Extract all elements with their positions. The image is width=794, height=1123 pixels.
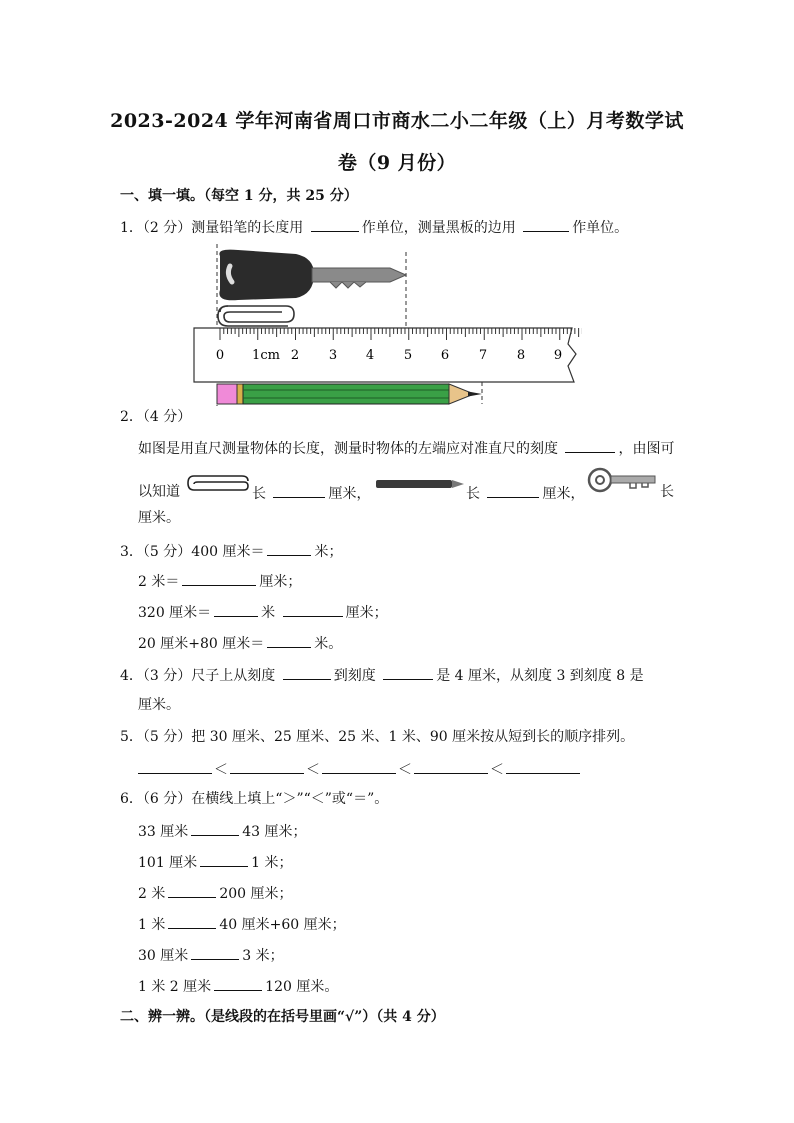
ruler-label-7: 7: [478, 348, 488, 363]
q2-blank-1[interactable]: [565, 437, 615, 453]
q3-l2b: 厘米；: [259, 574, 302, 590]
q5-blank-4[interactable]: [414, 758, 488, 774]
q5-number: 5．: [120, 729, 143, 745]
q5-blank-1[interactable]: [138, 758, 212, 774]
q6-blank-4[interactable]: [168, 913, 216, 929]
q5-text: 把 30 厘米、25 厘米、25 米、1 米、90 厘米按从短到长的顺序排列。: [191, 729, 635, 745]
q5-lt-3: ＜: [398, 762, 412, 778]
q3-l3c: 厘米；: [345, 605, 388, 621]
question-3: [120, 540, 342, 562]
paperclip-icon: [218, 306, 294, 326]
q6-row-left: 1 米: [138, 917, 166, 933]
q5-lt-1: ＜: [214, 762, 228, 778]
ruler-figure: [190, 244, 582, 410]
q6-row-right: 40 厘米+60 厘米；: [219, 917, 346, 933]
ruler-label-5: 5: [403, 348, 413, 363]
q5-blank-5[interactable]: [506, 758, 580, 774]
q6-row-left: 30 厘米: [138, 948, 189, 964]
q3-l4b: 米。: [314, 636, 343, 652]
q2-blank-2[interactable]: [273, 482, 325, 498]
q4-number: 4．: [120, 668, 143, 684]
ruler-label-3: 3: [328, 348, 338, 363]
q6-row-left: 33 厘米: [138, 824, 189, 840]
q5-order-row: [138, 758, 580, 780]
q6-row: [138, 851, 293, 873]
q6-row: [138, 882, 293, 904]
q6-row: [138, 820, 307, 842]
q5-lt-4: ＜: [490, 762, 504, 778]
q2-line2-a: 以知道: [138, 484, 180, 500]
ruler-label-8: 8: [516, 348, 526, 363]
question-4: [120, 664, 644, 686]
ruler-label-4: 4: [365, 348, 375, 363]
q5-blank-2[interactable]: [230, 758, 304, 774]
q6-row-left: 1 米 2 厘米: [138, 979, 212, 995]
q2-line-3: 厘米。: [138, 510, 180, 526]
q3-l3a: 320 厘米＝: [138, 605, 212, 621]
q4-text-a: 尺子上从刻度: [191, 668, 276, 684]
q2-line2-e: 厘米，: [542, 486, 585, 502]
q5-blank-3[interactable]: [322, 758, 396, 774]
q3-line-3: [138, 601, 388, 623]
q1-number: 1．: [120, 220, 143, 236]
q4-score: （3 分）: [142, 668, 192, 684]
q3-line-2: [138, 570, 301, 592]
q2-line-1: [138, 437, 674, 459]
q2-line2-rest-3: [660, 482, 674, 502]
q6-row-left: 2 米: [138, 886, 166, 902]
q2-line2-c: 厘米，: [328, 486, 371, 502]
q2-line2-f: 长: [660, 484, 674, 500]
ruler-label-1: 1cm: [252, 348, 280, 363]
q1-text-c: 作单位。: [572, 220, 629, 236]
q4-blank-1[interactable]: [283, 664, 331, 680]
ruler-label-0: 0: [215, 348, 225, 363]
q1-score: （2 分）: [142, 220, 192, 236]
q2-line-2: [138, 482, 180, 502]
q4-text-b: 到刻度: [333, 668, 376, 684]
q6-row-right: 1 米；: [251, 855, 293, 871]
ruler: [194, 328, 582, 382]
q3-blank-5[interactable]: [267, 632, 311, 648]
q4-line-2: 厘米。: [138, 697, 180, 713]
q2-line1-a: 如图是用直尺测量物体的长度，测量时物体的左端应对准直尺的刻度: [138, 441, 558, 457]
small-pencil-icon: [376, 478, 466, 490]
q6-number: 6．: [120, 791, 143, 807]
q6-text: 在横线上填上“＞”“＜”或“＝”。: [191, 791, 389, 807]
q1-text-a: 测量铅笔的长度用: [191, 220, 304, 236]
question-2-header: [120, 407, 191, 427]
ruler-label-6: 6: [440, 348, 450, 363]
exam-title-line2: 卷（9 月份）: [337, 152, 457, 174]
q2-line1-b: ，由图可: [618, 441, 675, 457]
q2-line2-rest-2: [466, 482, 584, 504]
small-key-icon: [586, 462, 658, 498]
q6-row: [138, 975, 338, 997]
q6-row: [138, 944, 284, 966]
q3-l3b: 米: [261, 605, 276, 621]
q6-blank-1[interactable]: [191, 820, 239, 836]
question-5: [120, 727, 634, 747]
q4-text-c: 是 4 厘米，从刻度 3 到刻度 8 是: [436, 668, 644, 684]
q5-score: （5 分）: [142, 729, 192, 745]
q3-blank-2[interactable]: [182, 570, 256, 586]
q6-blank-5[interactable]: [191, 944, 239, 960]
section2-heading: 二、辨一辨。（是线段的在括号里画“√”）（共 4 分）: [120, 1009, 445, 1025]
exam-title-line1: 2023-2024 学年河南省周口市商水二小二年级（上）月考数学试: [110, 110, 684, 132]
q3-line-4: [138, 632, 342, 654]
q3-blank-3[interactable]: [214, 601, 258, 617]
question-6: [120, 789, 388, 809]
q6-row: [138, 913, 346, 935]
small-paperclip-icon: [186, 472, 250, 494]
q6-row-left: 101 厘米: [138, 855, 198, 871]
q6-blank-3[interactable]: [168, 882, 216, 898]
q3-l1b: 米；: [314, 544, 343, 560]
q6-row-right: 200 厘米；: [219, 886, 293, 902]
q3-l1a: 400 厘米＝: [191, 544, 265, 560]
q6-row-right: 3 米；: [242, 948, 284, 964]
q1-text-b: 作单位，测量黑板的边用: [361, 220, 516, 236]
q2-line2-rest-1: [252, 482, 370, 504]
q5-lt-2: ＜: [306, 762, 320, 778]
q6-row-right: 120 厘米。: [265, 979, 339, 995]
q3-l2a: 2 米＝: [138, 574, 180, 590]
ruler-label-9: 9: [553, 348, 563, 363]
q2-blank-3[interactable]: [487, 482, 539, 498]
q3-blank-1[interactable]: [267, 540, 311, 556]
q2-number: 2．: [120, 409, 143, 425]
q4-blank-2[interactable]: [383, 664, 433, 680]
q3-number: 3．: [120, 544, 143, 560]
q2-score: （4 分）: [142, 409, 192, 425]
q3-blank-4[interactable]: [283, 601, 343, 617]
q6-blank-6[interactable]: [214, 975, 262, 991]
q6-score: （6 分）: [142, 791, 192, 807]
q2-line2-b: 长: [252, 486, 266, 502]
pencil-icon: [217, 384, 482, 404]
q6-blank-2[interactable]: [200, 851, 248, 867]
q1-blank-1[interactable]: [311, 216, 359, 232]
q1-blank-2[interactable]: [523, 216, 569, 232]
question-1: [120, 216, 628, 238]
section1-heading: 一、填一填。（每空 1 分，共 25 分）: [120, 188, 358, 204]
key-icon: [219, 250, 406, 301]
ruler-label-2: 2: [290, 348, 300, 363]
q3-score: （5 分）: [142, 544, 192, 560]
q3-l4a: 20 厘米+80 厘米＝: [138, 636, 265, 652]
q6-row-right: 43 厘米；: [242, 824, 307, 840]
q2-line2-d: 长: [466, 486, 480, 502]
